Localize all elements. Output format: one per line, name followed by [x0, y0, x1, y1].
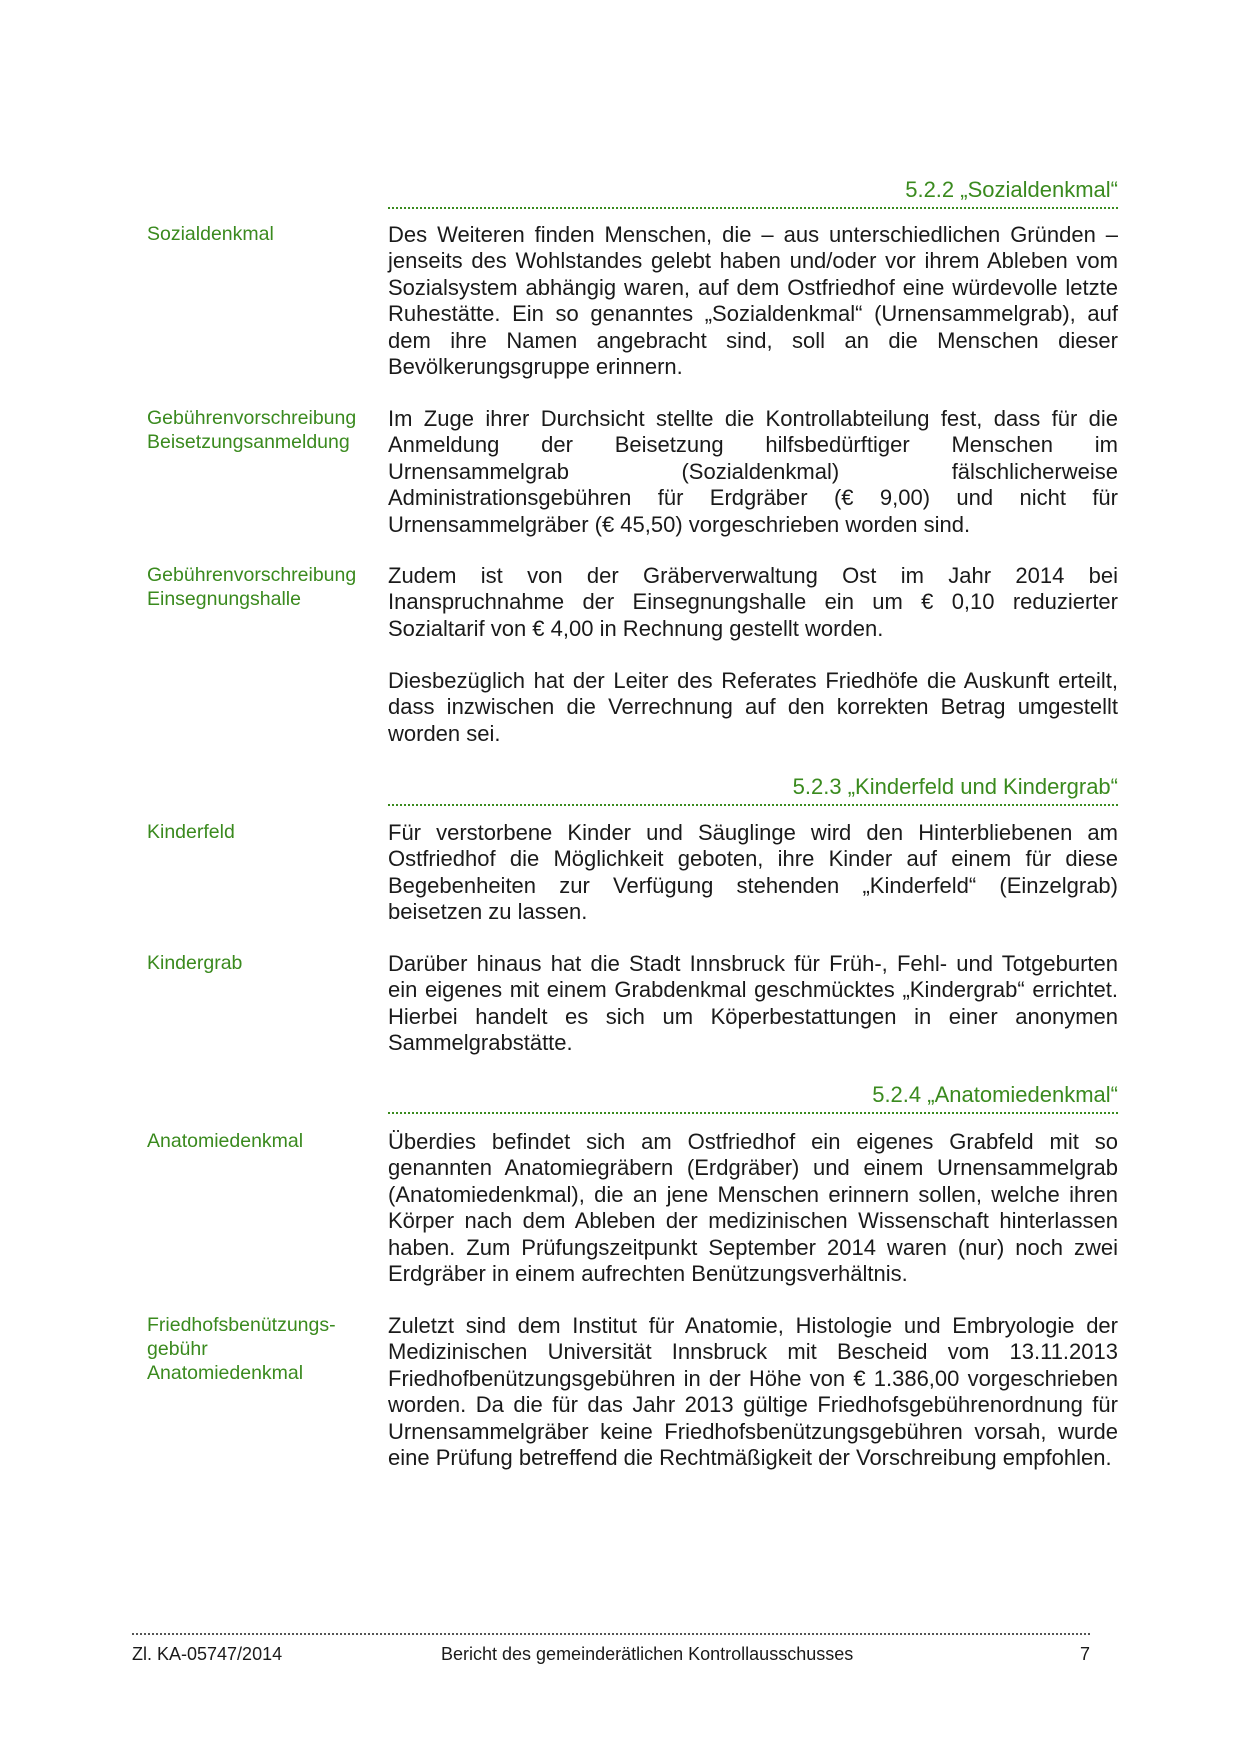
- section-rule-5-2-2: [388, 207, 1118, 209]
- footer-reference: Zl. KA-05747/2014: [132, 1644, 283, 1664]
- footer-report-title: Bericht des gemeinderätlichen Kontrollausschusses: [441, 1644, 854, 1664]
- paragraph-anatomiedenkmal: Überdies befindet sich am Ostfriedhof ein eigenes Grabfeld mit so genannten Anatomiegräbern (Erdgräber) und einem Urnensammelgrab (Anatomiedenkmal), die an jene Menschen erinnern sollen, welche ihren Körper nach dem Ableben der medizinischen Wissenschaft hinterlassen haben. Zum Prüfungszeitpunkt September 2014 waren (nur) noch zwei Erdgräber in einem aufrechten Benützungsverhältnis.: [388, 1129, 1118, 1287]
- section-heading-5-2-4: 5.2.4 „Anatomiedenkmal“: [872, 1082, 1118, 1107]
- paragraph-friedhofsbenuetzung: Zuletzt sind dem Institut für Anatomie, Histologie und Embryologie der Medizinischen Universität Innsbruck mit Bescheid vom 13.11.2013 Friedhofbenützungsgebühren in der Höhe von € 1.386,00 vorgeschrieben worden. Da die für das Jahr 2013 gültige Friedhofsgebührenordnung für Urnensammelgräber keine Friedhofsbenützungsgebühren vorsah, wurde eine Prüfung betreffend die Rechtmäßigkeit der Vorschreibung empfohlen.: [388, 1313, 1118, 1471]
- section-rule-5-2-4: [388, 1112, 1118, 1114]
- side-label-anatomiedenkmal: Anatomiedenkmal: [147, 1130, 304, 1152]
- side-label-friedhofsbenuetzung: Friedhofsbenützungs- gebühr Anatomiedenkmal: [147, 1314, 336, 1384]
- section-rule-5-2-3: [388, 804, 1118, 806]
- paragraph-gebuehr-beisetzung: Im Zuge ihrer Durchsicht stellte die Kontrollabteilung fest, dass für die Anmeldung der Beisetzung hilfsbedürftiger Menschen im Urnensammelgrab (Sozialdenkmal) fälschlicherweise Administrationsgebühren für Erdgräber (€ 9,00) und nicht für Urnensammelgräber (€ 45,50) vorgeschrieben worden sind.: [388, 406, 1118, 537]
- paragraph-kinderfeld: Für verstorbene Kinder und Säuglinge wird den Hinterbliebenen am Ostfriedhof die Möglichkeit geboten, ihre Kinder auf einem für diese Begebenheiten zur Verfügung stehenden „Kinderfeld“ (Einzelgrab) beisetzen zu lassen.: [388, 820, 1118, 925]
- side-label-kindergrab: Kindergrab: [147, 952, 243, 974]
- side-label-kinderfeld: Kinderfeld: [147, 821, 235, 843]
- footer-rule: [132, 1633, 1090, 1635]
- paragraph-gebuehr-einsegnung: Zudem ist von der Gräberverwaltung Ost im Jahr 2014 bei Inanspruchnahme der Einsegnungshalle ein um € 0,10 reduzierter Sozialtarif von € 4,00 in Rechnung gestellt worden.: [388, 563, 1118, 641]
- section-heading-5-2-2: 5.2.2 „Sozialdenkmal“: [905, 177, 1118, 202]
- paragraph-sozialdenkmal: Des Weiteren finden Menschen, die – aus unterschiedlichen Gründen – jenseits des Wohlstandes gelebt haben und/oder vor ihrem Ableben vom Sozialsystem abhängig waren, auf dem Ostfriedhof eine würdevolle letzte Ruhestätte. Ein so genanntes „Sozialdenkmal“ (Urnensammelgrab), auf dem ihre Namen angebracht sind, soll an die Menschen dieser Bevölkerungsgruppe erinnern.: [388, 222, 1118, 380]
- footer-page-number: 7: [1079, 1644, 1090, 1664]
- side-label-gebuehr-beisetzung: Gebührenvorschreibung Beisetzungsanmeldung: [147, 407, 357, 453]
- paragraph-auskunft: Diesbezüglich hat der Leiter des Referates Friedhöfe die Auskunft erteilt, dass inzwischen die Verrechnung auf den korrekten Betrag umgestellt worden sei.: [388, 668, 1118, 746]
- side-label-gebuehr-einsegnung: Gebührenvorschreibung Einsegnungshalle: [147, 564, 357, 610]
- paragraph-kindergrab: Darüber hinaus hat die Stadt Innsbruck für Früh-, Fehl- und Totgeburten ein eigenes mit einem Grabdenkmal geschmücktes „Kindergrab“ errichtet. Hierbei handelt es sich um Köperbestattungen in einer anonymen Sammelgrabstätte.: [388, 951, 1118, 1056]
- section-heading-5-2-3: 5.2.3 „Kinderfeld und Kindergrab“: [792, 774, 1118, 799]
- side-label-sozialdenkmal: Sozialdenkmal: [147, 223, 274, 245]
